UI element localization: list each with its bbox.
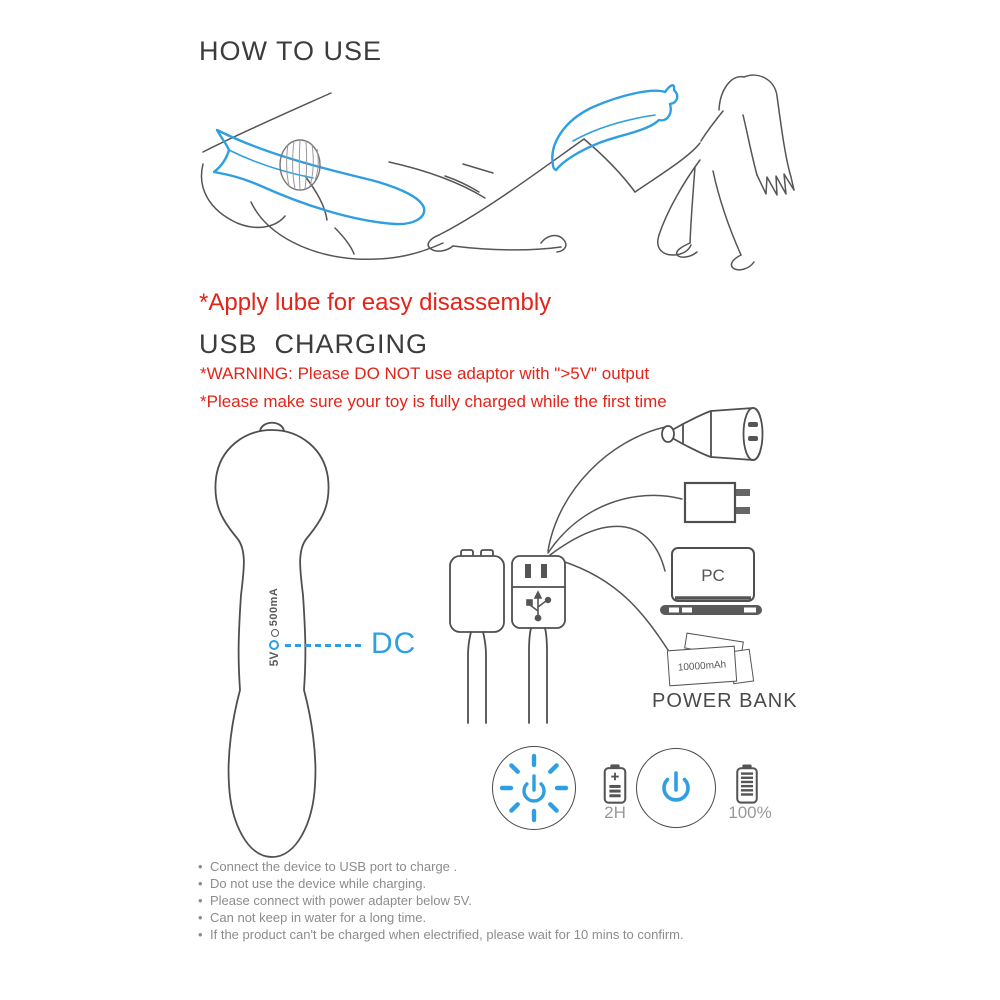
dc-label: DC bbox=[371, 627, 417, 660]
charge-time-label: 2H bbox=[604, 803, 626, 822]
full-level-label: 100% bbox=[728, 803, 772, 822]
power-blinking-icon bbox=[493, 747, 575, 829]
power-steady-icon bbox=[637, 749, 715, 827]
list-item: • Please connect with power adapter below 5V. bbox=[198, 892, 818, 909]
device-print-v: 5V bbox=[267, 651, 281, 667]
warning-first-charge: *Please make sure your toy is fully charged while the first time bbox=[200, 392, 667, 411]
device-print-ma: 500mA bbox=[268, 587, 280, 627]
battery-charging-icon bbox=[601, 763, 629, 805]
charging-connectors bbox=[445, 540, 575, 730]
wall-adapter-icon bbox=[682, 480, 754, 526]
indicator-led-dot bbox=[271, 629, 279, 637]
wand-device-outline bbox=[200, 412, 345, 864]
instruction-list bbox=[198, 858, 818, 943]
pc-laptop-icon bbox=[652, 543, 770, 619]
list-item: • Connect the device to USB port to charge . bbox=[198, 858, 818, 875]
usb-plug bbox=[512, 556, 565, 723]
list-item: • Can not keep in water for a long time. bbox=[198, 909, 818, 926]
car-charger-icon bbox=[652, 398, 772, 468]
page-title: HOW TO USE bbox=[199, 36, 383, 66]
full-indicator-circle bbox=[636, 748, 716, 828]
section-title-usb-charging: USB CHARGING bbox=[199, 329, 429, 359]
list-item: • Do not use the device while charging. bbox=[198, 875, 818, 892]
battery-full-icon bbox=[734, 763, 760, 805]
warning-adaptor: *WARNING: Please DO NOT use adaptor with ">5V" output bbox=[200, 364, 650, 383]
list-item: • If the product can't be charged when electrified, please wait for 10 mins to confirm. bbox=[198, 926, 818, 943]
dc-callout-line bbox=[285, 644, 365, 647]
power-bank-capacity: 10000mAh bbox=[677, 658, 727, 674]
pc-label: PC bbox=[701, 566, 725, 585]
charging-indicator-circle bbox=[492, 746, 576, 830]
lube-note: *Apply lube for easy disassembly bbox=[199, 289, 552, 316]
usage-illustration-right bbox=[423, 63, 808, 278]
power-bank-icon bbox=[667, 646, 737, 687]
magnetic-charger-head bbox=[450, 550, 504, 723]
power-bank-label: POWER BANK bbox=[652, 690, 798, 712]
